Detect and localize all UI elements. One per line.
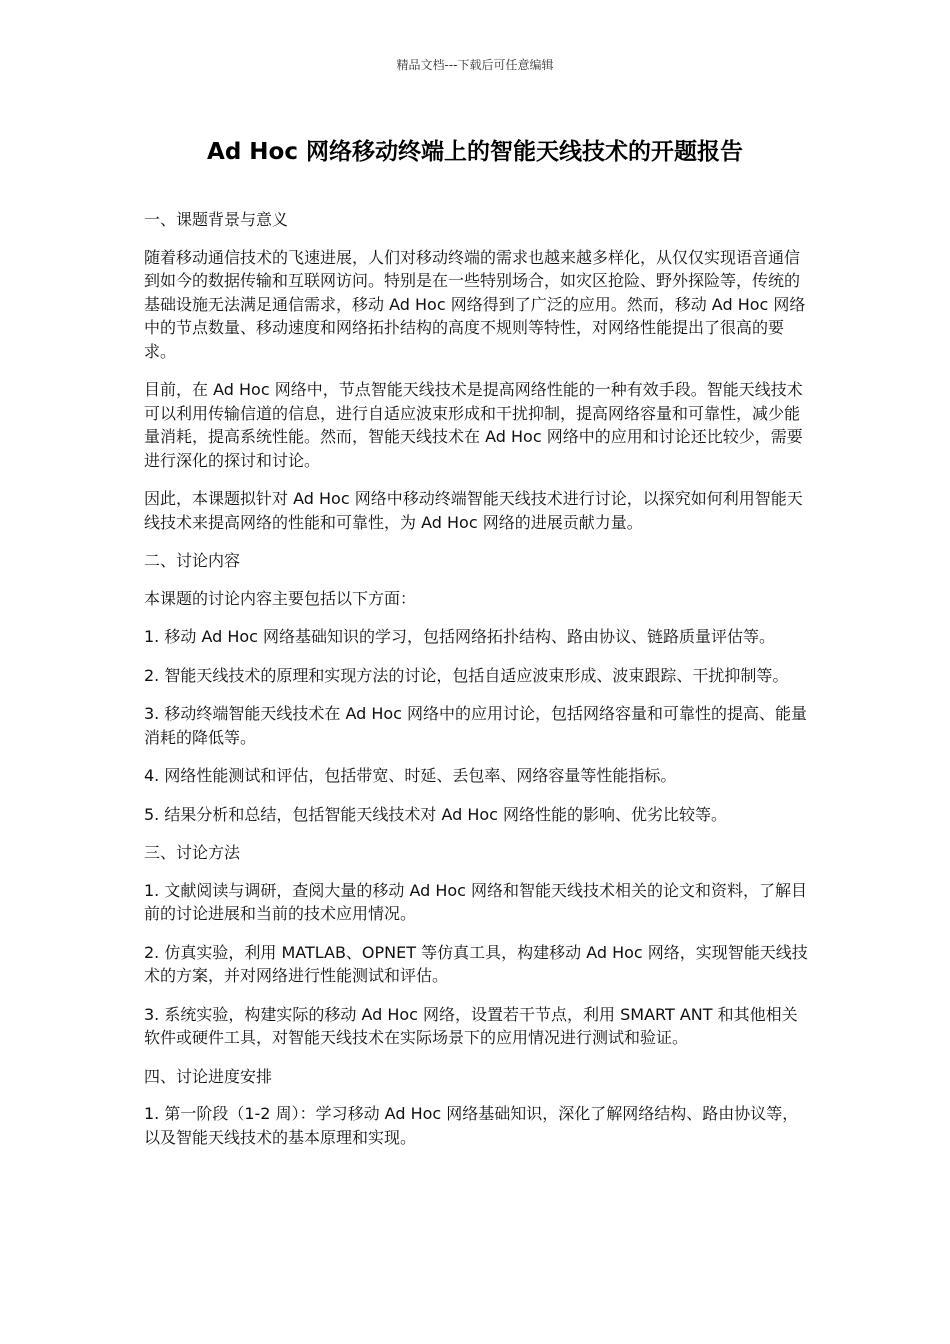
section-heading-methods: 三、讨论方法 bbox=[144, 843, 241, 862]
list-item: 2. 仿真实验，利用 MATLAB、OPNET 等仿真工具，构建移动 Ad Hoc 网络，实现智能天线技术的方案，并对网络进行性能测试和评估。 bbox=[144, 942, 808, 985]
document-title: Ad Hoc 网络移动终端上的智能天线技术的开题报告 bbox=[207, 139, 743, 165]
paragraph: 本课题的讨论内容主要包括以下方面： bbox=[144, 588, 417, 608]
paragraph: 随着移动通信技术的飞速进展，人们对移动终端的需求也越来越多样化，从仅仅实现语音通信到如今的数据传输和互联网访问。特别是在一些特别场合，如灾区抢险、野外探险等，传统的基础设施无法满足通信需求，移动 Ad Hoc 网络得到了广泛的应用。然而，移动 Ad Hoc 网络中的节点数量、移动速度和网络拓扑结构的高度不规则等特性，对网络性能提出了很高的要求。 bbox=[144, 247, 806, 361]
list-item: 5. 结果分析和总结，包括智能天线技术对 Ad Hoc 网络性能的影响、优劣比较等。 bbox=[144, 804, 728, 824]
list-item: 3. 系统实验，构建实际的移动 Ad Hoc 网络，设置若干节点，利用 SMART ANT 和其他相关软件或硬件工具，对智能天线技术在实际场景下的应用情况进行测试和验证。 bbox=[144, 1004, 798, 1047]
header-note: 精品文档---下载后可任意编辑 bbox=[396, 58, 554, 72]
paragraph: 因此，本课题拟针对 Ad Hoc 网络中移动终端智能天线技术进行讨论，以探究如何利用智能天线技术来提高网络的性能和可靠性，为 Ad Hoc 网络的进展贡献力量。 bbox=[144, 489, 803, 532]
document-body bbox=[144, 208, 808, 1164]
list-item: 1. 移动 Ad Hoc 网络基础知识的学习，包括网络拓扑结构、路由协议、链路质量评估等。 bbox=[144, 627, 776, 646]
list-item: 3. 移动终端智能天线技术在 Ad Hoc 网络中的应用讨论，包括网络容量和可靠性的提高、能量消耗的降低等。 bbox=[144, 704, 808, 747]
list-item: 1. 第一阶段（1-2 周）：学习移动 Ad Hoc 网络基础知识，深化了解网络结构、路由协议等，以及智能天线技术的基本原理和实现。 bbox=[144, 1104, 799, 1147]
section-heading-schedule: 四、讨论进度安排 bbox=[144, 1066, 273, 1086]
list-item: 2. 智能天线技术的原理和实现方法的讨论，包括自适应波束形成、波束跟踪、干扰抑制等。 bbox=[144, 665, 789, 685]
section-heading-content: 二、讨论内容 bbox=[144, 551, 241, 570]
paragraph: 目前，在 Ad Hoc 网络中，节点智能天线技术是提高网络性能的一种有效手段。智能天线技术可以利用传输信道的信息，进行自适应波束形成和干扰抑制，提高网络容量和可靠性，减少能量消耗，提高系统性能。然而，智能天线技术在 Ad Hoc 网络中的应用和讨论还比较少，需要进行深化的探讨和讨论。 bbox=[144, 380, 803, 470]
list-item: 1. 文献阅读与调研，查阅大量的移动 Ad Hoc 网络和智能天线技术相关的论文和资料，了解目前的讨论进展和当前的技术应用情况。 bbox=[144, 880, 808, 923]
list-item: 4. 网络性能测试和评估，包括带宽、时延、丢包率、网络容量等性能指标。 bbox=[144, 766, 677, 785]
section-heading-background: 一、课题背景与意义 bbox=[144, 210, 289, 229]
